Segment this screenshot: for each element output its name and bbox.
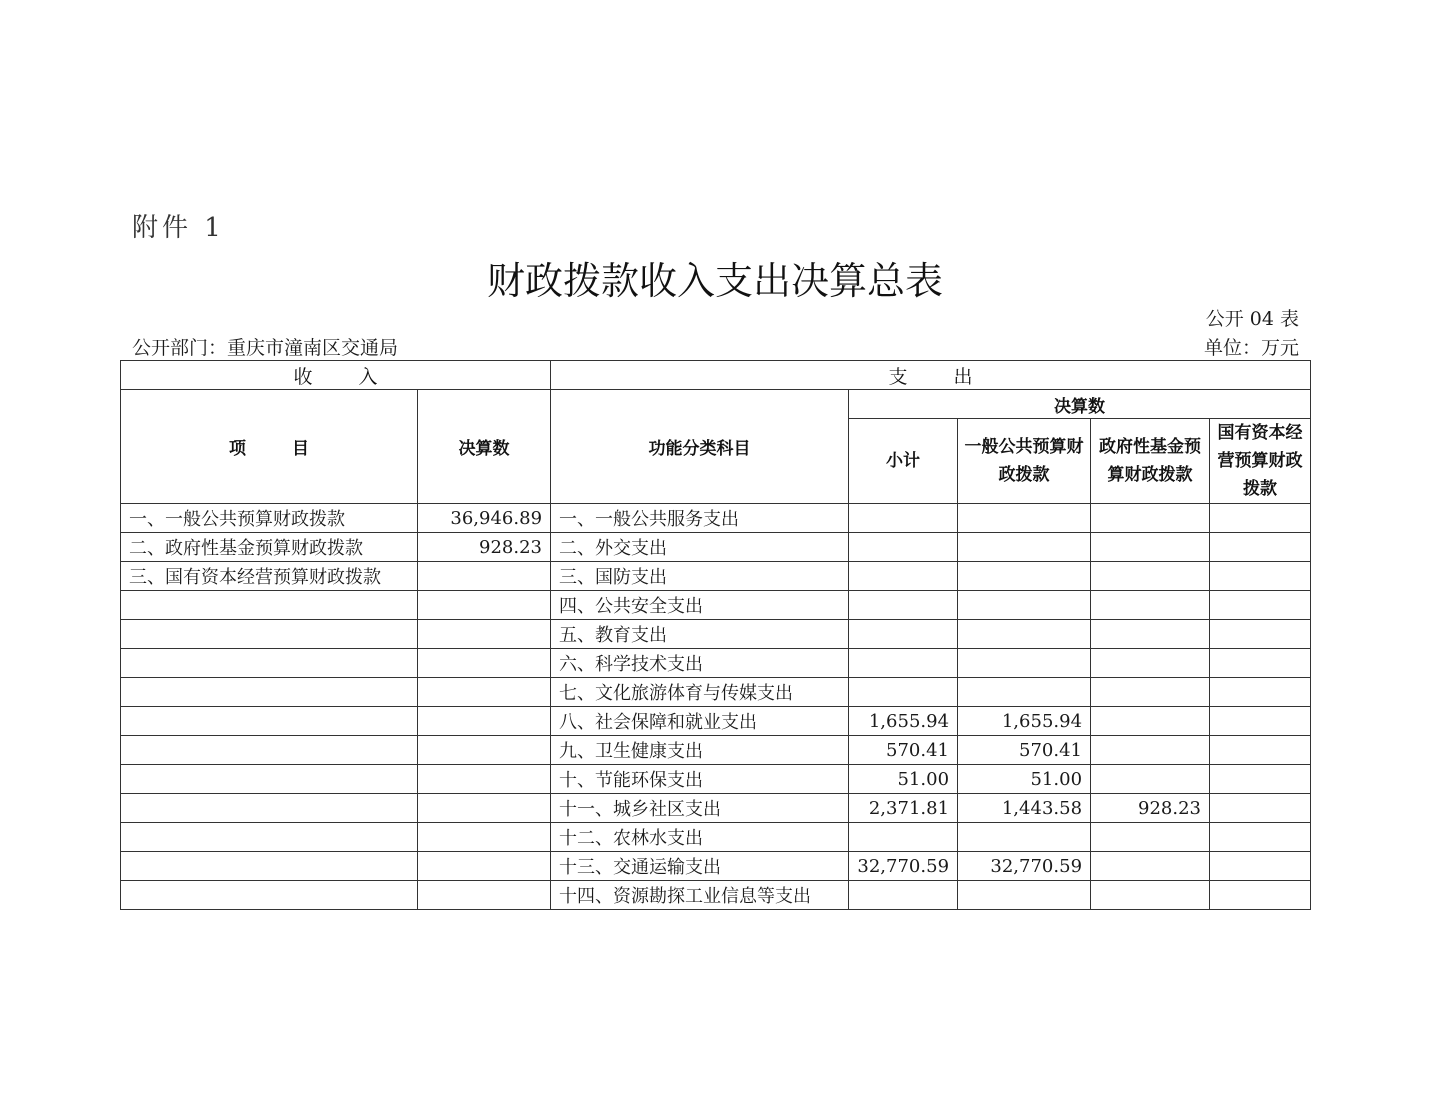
subtotal-cell (849, 620, 958, 649)
state-capital-cell (1210, 678, 1311, 707)
gov-fund-cell (1091, 562, 1210, 591)
income-amount-cell: 928.23 (418, 533, 551, 562)
table-row (121, 562, 1311, 591)
gov-fund-header: 政府性基金预算财政拨款 (1091, 419, 1210, 504)
general-budget-cell (958, 823, 1091, 852)
expense-item-cell: 八、社会保障和就业支出 (551, 707, 849, 736)
income-amount-cell: 36,946.89 (418, 504, 551, 533)
gov-fund-cell (1091, 736, 1210, 765)
general-budget-cell: 1,443.58 (958, 794, 1091, 823)
table-body (121, 504, 1311, 910)
general-budget-header: 一般公共预算财政拨款 (958, 419, 1091, 504)
income-item-cell (121, 649, 418, 678)
income-item-cell (121, 736, 418, 765)
general-budget-cell (958, 678, 1091, 707)
state-capital-cell (1210, 765, 1311, 794)
gov-fund-cell (1091, 765, 1210, 794)
table-row (121, 678, 1311, 707)
income-amount-cell (418, 765, 551, 794)
gov-fund-cell (1091, 591, 1210, 620)
budget-summary-table (120, 360, 1311, 910)
subtotal-cell: 51.00 (849, 765, 958, 794)
general-budget-cell: 570.41 (958, 736, 1091, 765)
expense-item-cell: 六、科学技术支出 (551, 649, 849, 678)
general-budget-cell (958, 881, 1091, 910)
income-item-cell (121, 591, 418, 620)
unit-label: 单位：万元 (1203, 337, 1299, 359)
subtotal-cell: 32,770.59 (849, 852, 958, 881)
table-row (121, 736, 1311, 765)
general-budget-cell (958, 504, 1091, 533)
income-amount-cell (418, 620, 551, 649)
income-item-cell (121, 881, 418, 910)
income-item-cell (121, 852, 418, 881)
gov-fund-cell (1091, 649, 1210, 678)
income-item-cell: 三、国有资本经营预算财政拨款 (121, 562, 418, 591)
income-item-cell (121, 823, 418, 852)
income-section-header: 收 入 (121, 361, 551, 390)
income-amount-cell (418, 794, 551, 823)
general-budget-cell (958, 591, 1091, 620)
subtotal-cell (849, 562, 958, 591)
expense-item-cell: 十、节能环保支出 (551, 765, 849, 794)
subtotal-cell: 2,371.81 (849, 794, 958, 823)
state-capital-cell (1210, 649, 1311, 678)
expense-item-cell: 十四、资源勘探工业信息等支出 (551, 881, 849, 910)
state-capital-cell (1210, 562, 1311, 591)
attachment-label: 附件 1 (132, 213, 225, 243)
gov-fund-cell (1091, 881, 1210, 910)
income-item-cell (121, 765, 418, 794)
state-capital-cell (1210, 533, 1311, 562)
state-capital-header: 国有资本经营预算财政拨款 (1210, 419, 1311, 504)
table-row (121, 823, 1311, 852)
gov-fund-cell (1091, 504, 1210, 533)
income-item-cell: 一、一般公共预算财政拨款 (121, 504, 418, 533)
subtotal-cell (849, 649, 958, 678)
subtotal-cell (849, 823, 958, 852)
table-row (121, 533, 1311, 562)
gov-fund-cell (1091, 852, 1210, 881)
subtotal-cell (849, 504, 958, 533)
table-row (121, 707, 1311, 736)
item-header: 项 目 (121, 390, 418, 504)
income-amount-cell (418, 562, 551, 591)
subtotal-cell (849, 591, 958, 620)
income-amount-cell (418, 678, 551, 707)
expense-item-cell: 九、卫生健康支出 (551, 736, 849, 765)
table-row (121, 649, 1311, 678)
expense-item-cell: 十三、交通运输支出 (551, 852, 849, 881)
income-item-cell (121, 678, 418, 707)
function-subject-header: 功能分类科目 (551, 390, 849, 504)
table-row (121, 504, 1311, 533)
general-budget-cell: 1,655.94 (958, 707, 1091, 736)
expense-section-header: 支 出 (551, 361, 1311, 390)
state-capital-cell (1210, 504, 1311, 533)
subtotal-cell (849, 678, 958, 707)
table-row (121, 591, 1311, 620)
subtotal-cell (849, 533, 958, 562)
expense-item-cell: 四、公共安全支出 (551, 591, 849, 620)
state-capital-cell (1210, 823, 1311, 852)
table-row (121, 765, 1311, 794)
income-item-cell (121, 620, 418, 649)
subtotal-header: 小计 (849, 419, 958, 504)
income-amount-header: 决算数 (418, 390, 551, 504)
income-item-cell (121, 794, 418, 823)
table-row (121, 794, 1311, 823)
income-amount-cell (418, 823, 551, 852)
gov-fund-cell (1091, 678, 1210, 707)
income-amount-cell (418, 707, 551, 736)
general-budget-cell (958, 620, 1091, 649)
income-amount-cell (418, 736, 551, 765)
department-label: 公开部门：重庆市潼南区交通局 (132, 337, 399, 359)
subtotal-cell (849, 881, 958, 910)
page-title: 财政拨款收入支出决算总表 (486, 259, 943, 303)
income-amount-cell (418, 649, 551, 678)
state-capital-cell (1210, 736, 1311, 765)
state-capital-cell (1210, 707, 1311, 736)
state-capital-cell (1210, 852, 1311, 881)
general-budget-cell: 51.00 (958, 765, 1091, 794)
expense-item-cell: 一、一般公共服务支出 (551, 504, 849, 533)
gov-fund-cell: 928.23 (1091, 794, 1210, 823)
income-amount-cell (418, 591, 551, 620)
income-amount-cell (418, 852, 551, 881)
expense-item-cell: 十一、城乡社区支出 (551, 794, 849, 823)
subtotal-cell: 1,655.94 (849, 707, 958, 736)
income-item-cell: 二、政府性基金预算财政拨款 (121, 533, 418, 562)
state-capital-cell (1210, 620, 1311, 649)
state-capital-cell (1210, 794, 1311, 823)
gov-fund-cell (1091, 707, 1210, 736)
table-row (121, 881, 1311, 910)
state-capital-cell (1210, 881, 1311, 910)
table-row (121, 852, 1311, 881)
expense-item-cell: 七、文化旅游体育与传媒支出 (551, 678, 849, 707)
income-item-cell (121, 707, 418, 736)
expense-item-cell: 二、外交支出 (551, 533, 849, 562)
expense-item-cell: 三、国防支出 (551, 562, 849, 591)
general-budget-cell (958, 533, 1091, 562)
general-budget-cell (958, 562, 1091, 591)
general-budget-cell (958, 649, 1091, 678)
gov-fund-cell (1091, 823, 1210, 852)
gov-fund-cell (1091, 620, 1210, 649)
subtotal-cell: 570.41 (849, 736, 958, 765)
income-amount-cell (418, 881, 551, 910)
state-capital-cell (1210, 591, 1311, 620)
expense-item-cell: 十二、农林水支出 (551, 823, 849, 852)
table-number: 公开 04 表 (1205, 308, 1299, 330)
expense-item-cell: 五、教育支出 (551, 620, 849, 649)
gov-fund-cell (1091, 533, 1210, 562)
general-budget-cell: 32,770.59 (958, 852, 1091, 881)
table-row (121, 620, 1311, 649)
final-amount-header: 决算数 (849, 390, 1311, 419)
